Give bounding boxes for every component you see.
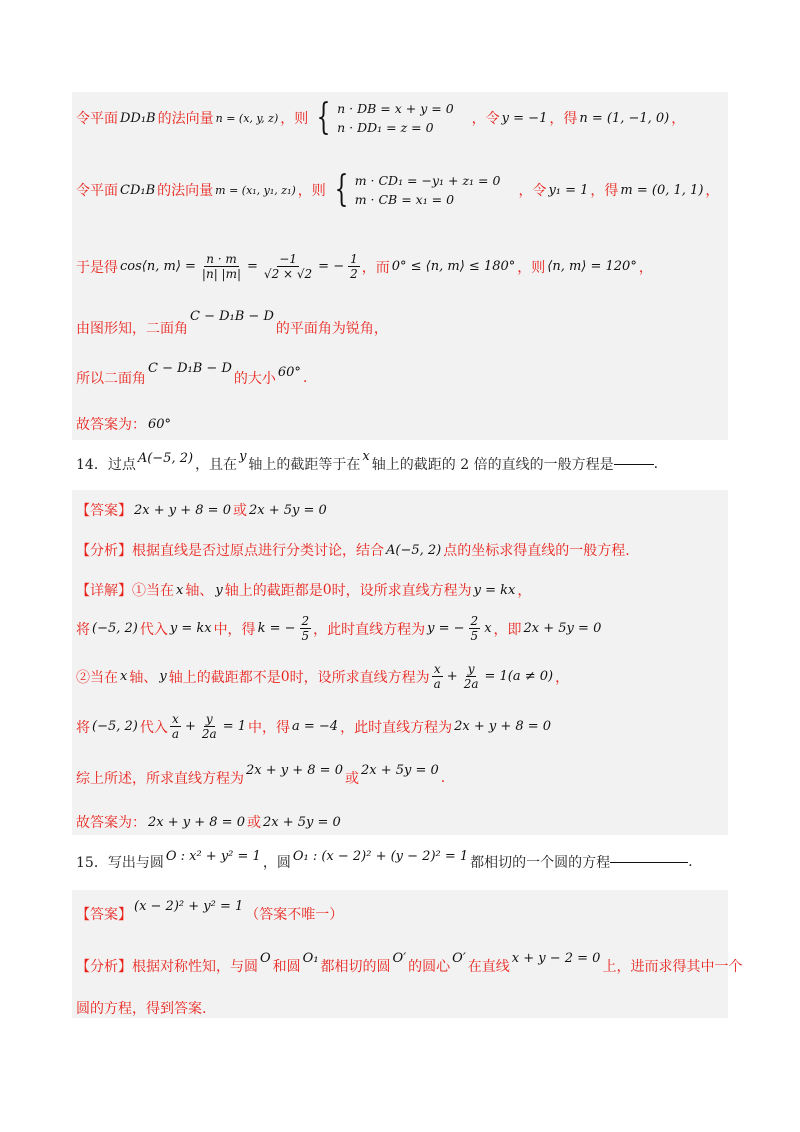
answer-line-13: 故答案为： 60°: [76, 416, 172, 433]
fraction: $\frac{1}{2}$: [350, 252, 358, 281]
fraction: $\frac{n \cdot m}{|n| |m|}$: [201, 252, 242, 281]
normal-vector-n-line: 令平面 DD₁B 的法向量 n = (x, y, z) ，则 { n · DB = x + y = 0 n · DD₁ = z = 0 ，令 y = −1 ，得 n = (1, −1, 0) ，: [76, 97, 686, 138]
analysis-line-14: 【分析】 根据直线是否过原点进行分类讨论，结合 A(−5, 2) 点的坐标求得直线的一般方程.: [76, 542, 630, 559]
fraction: $\frac{-1}{√2 \times √2}$: [263, 252, 313, 281]
question-15: 15．写出与圆 O : x² + y² = 1 ，圆 O₁ : (x − 2)² + (y − 2)² = 1 都相切的一个圆的方程 .: [76, 848, 693, 871]
detail-line-4: 将 (−5, 2) 代入 $\frac{x}{a}$ + $\frac{y}{2a}$ = 1 中，得 a = −4 ，此时直线方程为 2x + y + 8 = 0: [76, 712, 552, 741]
detail-line-3: ②当在 x 轴、 y 轴上的截距都不是 0 时，设所求直线方程为 $\frac{x}{a}$ + $\frac{y}{2a}$ = 1(a ≠ 0) ，: [76, 662, 570, 691]
normal-vector-m-line: 令平面 CD₁B 的法向量 m = (x₁, y₁, z₁) ，则 { m · CD₁ = −y₁ + z₁ = 0 m · CB = x₁ = 0 ，令 y₁ = 1 ，得 m = (0, 1, 1) ，: [76, 169, 720, 210]
dihedral-note-line: 由图形知，二面角 C − D₁B − D 的平面角为锐角，: [76, 308, 388, 337]
fraction: $\frac{y}{2a}$: [463, 662, 479, 691]
detail-line-5: 综上所述，所求直线方程为 2x + y + 8 = 0 或 2x + 5y = 0 .: [76, 762, 446, 787]
dihedral-size-line: 所以二面角 C − D₁B − D 的大小 60° .: [76, 360, 308, 387]
detail-line-2: 将 (−5, 2) 代入 y = kx 中，得 k = − $\frac{2}{5}$ ，此时直线方程为 y = − $\frac{2}{5}$ x ，即 2x + 5y = 0: [76, 614, 602, 643]
analysis-line-15b: 圆的方程，得到答案.: [76, 1001, 207, 1017]
fraction: $\frac{y}{2a}$: [201, 712, 217, 741]
detail-line-1: 【详解】 ①当在 x 轴、 y 轴上的截距都是 0 时，设所求直线方程为 y = kx ，: [76, 582, 532, 599]
answer-blank: [610, 862, 688, 863]
analysis-line-15: 【分析】 根据对称性知，与圆 O 和圆 O₁ 都相切的圆 O′ 的圆心 O′ 在直线 x + y − 2 = 0 上，进而求得其中一个: [76, 950, 743, 975]
fraction: $\frac{2}{5}$: [301, 614, 310, 643]
fraction: $\frac{x}{a}$: [171, 712, 179, 741]
answer-blank: [614, 464, 654, 465]
equation-system: { m · CD₁ = −y₁ + z₁ = 0 m · CB = x₁ = 0: [334, 169, 501, 210]
cosine-line: 于是得 cos⟨n, m⟩ = $\frac{n \cdot m}{|n| |m|}$ = $\frac{-1}{√2 \times √2}$ = − $\frac{1}{2}$ ，而 0° ≤ ⟨n, m⟩ ≤ 180° ，则 ⟨n, m⟩ = 120° ，: [76, 252, 653, 281]
fraction: $\frac{x}{a}$: [433, 662, 441, 691]
answer-final-14: 故答案为： 2x + y + 8 = 0 或 2x + 5y = 0: [76, 814, 341, 831]
answer-line-15: 【答案】 (x − 2)² + y² = 1 （答案不唯一）: [76, 898, 344, 923]
answer-line-14: 【答案】 2x + y + 8 = 0 或 2x + 5y = 0: [76, 502, 327, 519]
equation-system: { n · DB = x + y = 0 n · DD₁ = z = 0: [316, 97, 454, 138]
fraction: $\frac{2}{5}$: [470, 614, 479, 643]
question-14: 14．过点 A(−5, 2) ，且在 y 轴上的截距等于在 x 轴上的截距的 2 倍的直线的一般方程是 .: [76, 448, 659, 473]
